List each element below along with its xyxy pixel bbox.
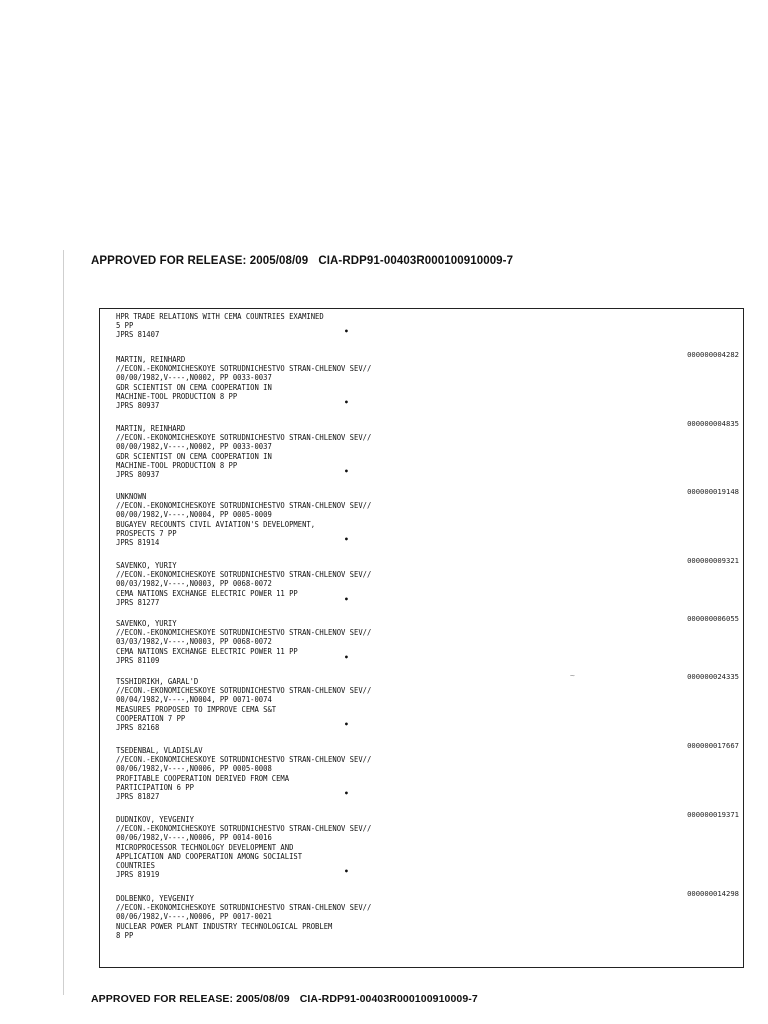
release-banner-top: [91, 255, 513, 267]
cia-document-id: CIA-RDP91-00403R000100910009-7: [318, 255, 514, 267]
entry-bullet-mark: •: [344, 652, 349, 662]
entry-line: MICROPROCESSOR TECHNOLOGY DEVELOPMENT AND: [116, 842, 294, 852]
entry-line: 00/06/1982,V----,N0006, PP 0017-0021: [116, 912, 272, 922]
entry-bullet-mark: •: [344, 535, 349, 544]
entry-line: DUDNIKOV, YEVGENIY: [116, 814, 194, 825]
entry-document-number: 000000004835: [687, 419, 739, 428]
entry-line: JPRS 80937: [116, 400, 160, 411]
entry-bullet-mark: •: [344, 867, 349, 877]
entry-line: GDR SCIENTIST ON CEMA COOPERATION IN: [116, 451, 272, 461]
entry-line: //ECON.-EKONOMICHESKOYE SOTRUDNICHESTVO STRAN-CHLENOV SEV//: [116, 823, 372, 834]
cia-document-id: CIA-RDP91-00403R000100910009-7: [299, 993, 478, 1005]
entry-line: BUGAYEV RECOUNTS CIVIL AVIATION'S DEVELOPMENT,: [116, 519, 316, 529]
entry-line: COOPERATION 7 PP: [116, 713, 186, 724]
entry-document-number: 000000019148: [687, 487, 739, 496]
entry-line: 00/06/1982,V----,N0006, PP 0005-0008: [116, 764, 272, 774]
entry-line: PARTICIPATION 6 PP: [116, 782, 194, 793]
entry-bullet-mark: •: [344, 467, 349, 476]
entry-line: //ECON.-EKONOMICHESKOYE SOTRUDNICHESTVO STRAN-CHLENOV SEV//: [116, 569, 372, 580]
entry-line: //ECON.-EKONOMICHESKOYE SOTRUDNICHESTVO STRAN-CHLENOV SEV//: [116, 902, 372, 913]
entry-line: CEMA NATIONS EXCHANGE ELECTRIC POWER 11 PP: [116, 588, 298, 598]
entry-line: JPRS 81407: [116, 330, 160, 340]
entry-bullet-mark: •: [344, 789, 349, 798]
entry-document-number: 000000009321: [687, 556, 739, 565]
entry-line: JPRS 81277: [116, 597, 160, 608]
entry-line: SAVENKO, YURIY: [116, 560, 177, 571]
entry-line: JPRS 81827: [116, 791, 160, 802]
scan-margin-line: [63, 250, 64, 995]
entry-line: CEMA NATIONS EXCHANGE ELECTRIC POWER 11 PP: [116, 646, 298, 656]
entry-bullet-mark: •: [344, 720, 349, 729]
entry-line: GDR SCIENTIST ON CEMA COOPERATION IN: [116, 382, 272, 392]
entry-line: MACHINE-TOOL PRODUCTION 8 PP: [116, 391, 238, 402]
entry-line: JPRS 81914: [116, 537, 160, 548]
entry-document-number: 000000017667: [687, 741, 739, 750]
release-label: APPROVED FOR RELEASE: 2005/08/09: [91, 255, 309, 267]
entry-line: 03/03/1982,V----,N0003, PP 0068-0072: [116, 637, 272, 647]
scan-speck: ~: [570, 671, 575, 680]
entry-line: MARTIN, REINHARD: [116, 354, 186, 365]
entry-line: //ECON.-EKONOMICHESKOYE SOTRUDNICHESTVO STRAN-CHLENOV SEV//: [116, 685, 372, 696]
entry-line: PROFITABLE COOPERATION DERIVED FROM CEMA: [116, 773, 290, 783]
entry-document-number: 000000019371: [687, 810, 739, 819]
entry-line: APPLICATION AND COOPERATION AMONG SOCIALIST: [116, 851, 303, 862]
entry-line: 00/00/1982,V----,N0002, PP 0033-0037: [116, 373, 272, 383]
release-banner-bottom: [91, 993, 478, 1005]
entry-line: //ECON.-EKONOMICHESKOYE SOTRUDNICHESTVO STRAN-CHLENOV SEV//: [116, 754, 372, 765]
entry-line: 00/03/1982,V----,N0003, PP 0068-0072: [116, 579, 272, 589]
entry-line: COUNTRIES: [116, 860, 155, 871]
entry-line: HPR TRADE RELATIONS WITH CEMA COUNTRIES EXAMINED: [116, 311, 324, 322]
document-listing-frame: [99, 308, 744, 968]
entry-line: PROSPECTS 7 PP: [116, 528, 177, 539]
entry-line: MARTIN, REINHARD: [116, 423, 186, 434]
entry-line: 00/00/1982,V----,N0002, PP 0033-0037: [116, 442, 272, 452]
entry-line: JPRS 81109: [116, 655, 160, 666]
entry-document-number: 000000004282: [687, 350, 739, 359]
entry-line: 00/00/1982,V----,N0004, PP 0005-0009: [116, 510, 272, 520]
entry-document-number: 000000024335: [687, 672, 739, 681]
entry-line: //ECON.-EKONOMICHESKOYE SOTRUDNICHESTVO STRAN-CHLENOV SEV//: [116, 363, 372, 374]
entry-line: DOLBENKO, YEVGENIY: [116, 893, 194, 904]
entry-bullet-mark: •: [344, 594, 349, 604]
entry-line: 00/06/1982,V----,N0006, PP 0014-0016: [116, 833, 272, 843]
entry-bullet-mark: •: [344, 327, 349, 337]
entry-bullet-mark: •: [344, 398, 349, 407]
entry-document-number: 000000006055: [687, 614, 739, 623]
entry-line: //ECON.-EKONOMICHESKOYE SOTRUDNICHESTVO STRAN-CHLENOV SEV//: [116, 627, 372, 638]
entry-line: //ECON.-EKONOMICHESKOYE SOTRUDNICHESTVO STRAN-CHLENOV SEV//: [116, 500, 372, 511]
entry-line: 5 PP: [116, 320, 134, 331]
entry-line: NUCLEAR POWER PLANT INDUSTRY TECHNOLOGICAL PROBLEM: [116, 921, 333, 931]
entry-line: UNKNOWN: [116, 491, 147, 502]
entry-line: MACHINE-TOOL PRODUCTION 8 PP: [116, 460, 238, 471]
entry-line: JPRS 81919: [116, 869, 160, 880]
entry-line: 00/04/1982,V----,N0004, PP 0071-0074: [116, 695, 272, 705]
entry-line: MEASURES PROPOSED TO IMPROVE CEMA S&T: [116, 704, 277, 714]
entry-line: JPRS 82168: [116, 722, 160, 733]
entry-line: 8 PP: [116, 930, 134, 941]
entry-line: //ECON.-EKONOMICHESKOYE SOTRUDNICHESTVO STRAN-CHLENOV SEV//: [116, 432, 372, 443]
entry-line: TSSHIDRIKH, GARAL'D: [116, 676, 199, 687]
entry-document-number: 000000014298: [687, 889, 739, 898]
entry-line: TSEDENBAL, VLADISLAV: [116, 745, 203, 756]
entry-line: SAVENKO, YURIY: [116, 618, 177, 629]
entry-line: JPRS 80937: [116, 469, 160, 480]
release-label: APPROVED FOR RELEASE: 2005/08/09: [91, 993, 290, 1005]
